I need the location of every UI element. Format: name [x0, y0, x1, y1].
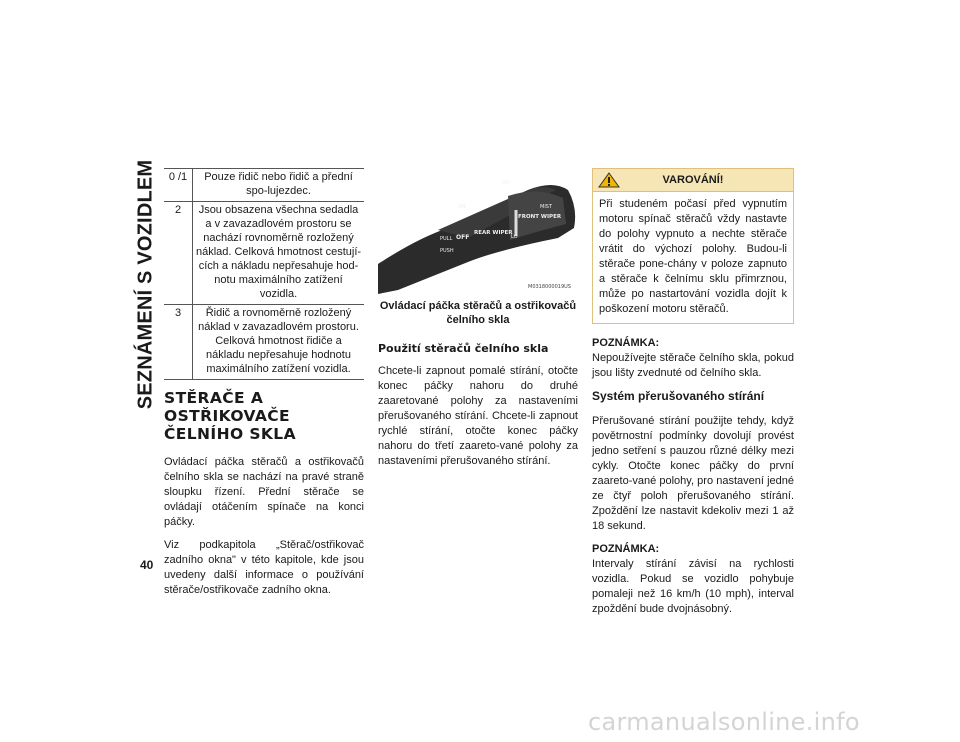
paragraph: Přerušované stírání použijte tehdy, když povětrnostní podmínky dovolují provést jedno setření s pauzou různé délky mezi cykly. Otočte konec páčky do první zaareto-vané polohy, pro nastavení jedné ze čtyř poloh přerušovaného stírání. Zpoždění lze nastavit kdekoliv mezi 1 až 18 sekund. [592, 415, 794, 532]
label-off: OFF [456, 234, 470, 241]
note-text: Nepoužívejte stěrače čelního skla, pokud jsou lišty zvednuté od čelního skla. [592, 352, 794, 379]
watermark: carmanualsonline.info [588, 708, 860, 736]
paragraph: Viz podkapitola „Stěrač/ostřikovač zadního okna" v této kapitole, kde jsou uvedeny další informace o používání stěrače/ostřikovače zadního okna. [164, 539, 364, 596]
note-label: POZNÁMKA: [592, 543, 660, 555]
column-middle [378, 168, 578, 477]
paragraph: Chcete-li zapnout pomalé stírání, otočte konec páčky nahoru do druhé zaaretované polohy za nastaveními přerušovaného stírání. Chcete-li zapnout rychlé stírání, otočte konec páčky nahoru do třetí zaareto-vané polohy za nastaveními přerušovaného stírání. [378, 365, 578, 467]
subheading: Použití stěračů čelního skla [378, 342, 549, 355]
label-mist: MIST [540, 204, 553, 210]
section-side-title [129, 159, 163, 409]
paragraph: Ovládací páčka stěračů a ostřikovačů čelního skla se nachází na pravé straně sloupku řízení. Přední stěrače se ovládají otáčením spínače na konci páčky. [164, 456, 364, 528]
label-off-top: OFF [502, 181, 511, 186]
table-cell-text: Jsou obsazena všechna sedadla a v zavazadlovém prostoru se nachází rovnoměrně rozložený náklad. Celková hmotnost cestují-cích a nákladu nepřesahuje hod-notu maximálního zatížení vozidla. [193, 202, 365, 305]
warning-header [593, 169, 793, 192]
label-pull: PULL [440, 236, 453, 242]
label-push: PUSH [440, 248, 454, 254]
table-cell-text: Řidič a rovnoměrně rozložený náklad v zavazadlovém prostoru. Celková hmotnost řidiče a nákladu nepřesahuje hodnotu maximálního zatížení vozidla. [193, 305, 365, 380]
table-row [164, 169, 364, 202]
column-right [592, 168, 794, 625]
table-row [164, 305, 364, 380]
label-front-wiper: FRONT WIPER [518, 214, 562, 220]
table-cell-code: 2 [164, 202, 193, 305]
seat-load-table [164, 168, 364, 380]
table-cell-text: Pouze řidič nebo řidič a přední spo-lujezdec. [193, 169, 365, 202]
section-heading: STĚRAČE A OSTŘIKOVAČE ČELNÍHO SKLA [164, 389, 296, 443]
page-number: 40 [140, 558, 154, 572]
section-side-title-text: SEZNÁMENÍ S VOZIDLEM [134, 159, 157, 409]
note-label: POZNÁMKA: [592, 337, 660, 349]
table-cell-code: 3 [164, 305, 193, 380]
label-rear-wiper: REAR WIPER [474, 230, 513, 236]
column-left [164, 168, 364, 606]
warning-triangle-icon [598, 172, 620, 188]
warning-title: VAROVÁNÍ! [662, 173, 724, 186]
table-row [164, 202, 364, 305]
figure-code: M0318000019US [528, 284, 571, 290]
figure-caption: Ovládací páčka stěračů a ostřikovačů čelního skla [379, 300, 577, 326]
wiper-stalk-image [378, 168, 578, 294]
warning-box [592, 168, 794, 324]
wiper-stalk-figure [378, 168, 578, 327]
warning-text: Při studeném počasí před vypnutím motoru spínač stěračů vždy nastavte do polohy vypnuto a nechte stěrače vrátit do výchozí polohy. Budou-li stěrače pone-chány v poloze zapnuto a stěrače k čelnímu sklu přimrznou, může po nastartování vozidla dojít k poškození motoru stěračů. [599, 198, 787, 315]
label-lo: LO [511, 234, 518, 240]
note-text: Intervaly stírání závisí na rychlosti vozidla. Pokud se vozidlo pohybuje pomaleji než 16 km/h (10 mph), interval zpoždění bude dvojnásobný. [592, 558, 794, 615]
label-on: ON [458, 204, 466, 210]
section-subheading: Systém přerušovaného stírání [592, 389, 765, 403]
table-cell-code: 0 /1 [164, 169, 193, 202]
